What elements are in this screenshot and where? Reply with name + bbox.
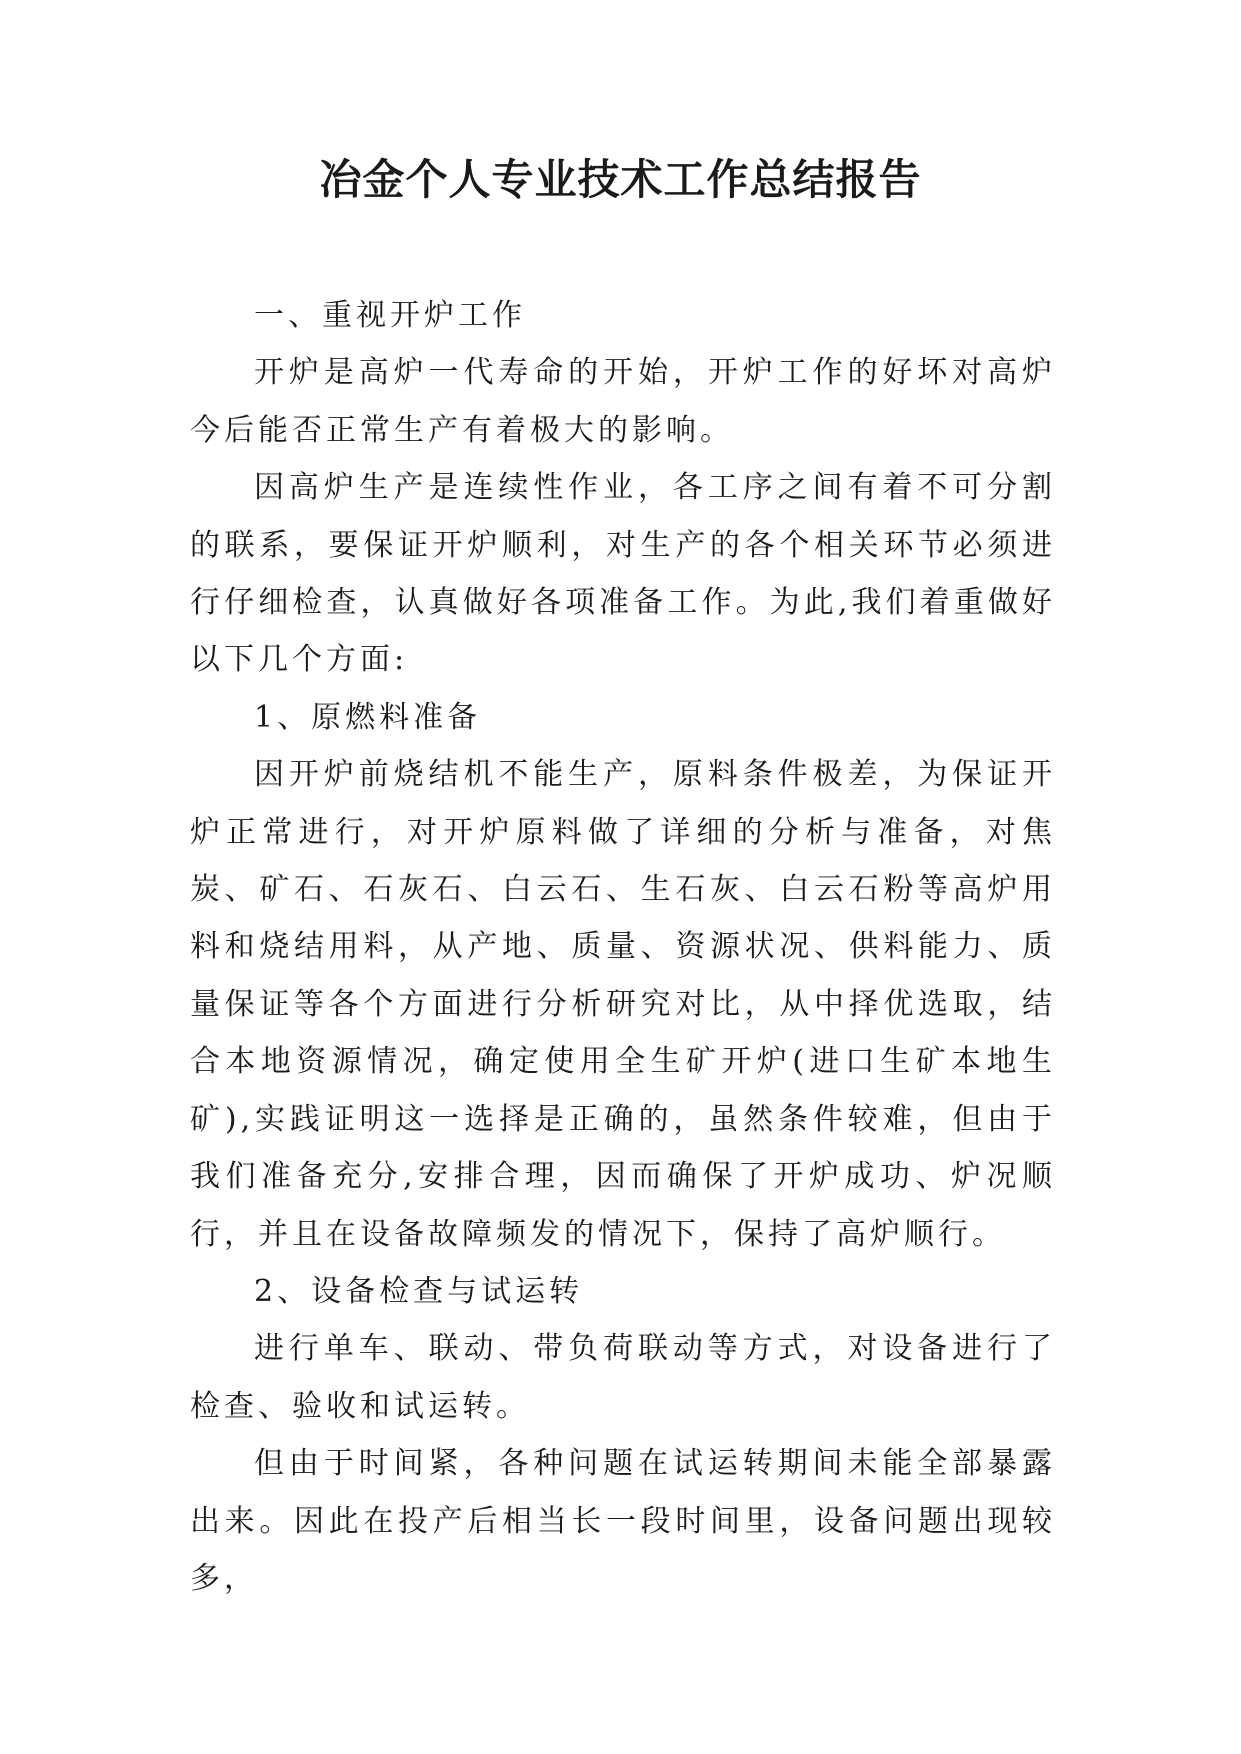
paragraph: 但由于时间紧，各种问题在试运转期间未能全部暴露出来。因此在投产后相当长一段时间里，设备问题出现较多， bbox=[190, 1446, 1056, 1596]
paragraph: 进行单车、联动、带负荷联动等方式，对设备进行了检查、验收和试运转。 bbox=[190, 1331, 1056, 1424]
subsection-heading-1: 1、原燃料准备 bbox=[254, 699, 482, 735]
subsection-heading-2: 2、设备检查与试运转 bbox=[254, 1273, 584, 1309]
paragraph: 因高炉生产是连续性作业，各工序之间有着不可分割的联系，要保证开炉顺利，对生产的各个相关环节必须进行仔细检查，认真做好各项准备工作。为此,我们着重做好以下几个方面: bbox=[190, 470, 1056, 678]
paragraph: 因开炉前烧结机不能生产，原料条件极差，为保证开炉正常进行，对开炉原料做了详细的分析与准备，对焦炭、矿石、石灰石、白云石、生石灰、白云石粉等高炉用料和烧结用料，从产地、质量、资源状况、供料能力、质量保证等各个方面进行分析研究对比，从中择优选取，结合本地资源情况，确定使用全生矿开炉(进口生矿本地生矿),实践证明这一选择是正确的，虽然条件较难，但由于我们准备充分,安排合理，因而确保了开炉成功、炉况顺行，并且在设备故障频发的情况下，保持了高炉顺行。 bbox=[190, 757, 1056, 1252]
document-body bbox=[190, 287, 1056, 1607]
section-heading-1: 一、重视开炉工作 bbox=[254, 298, 526, 333]
paragraph: 开炉是高炉一代寿命的开始，开炉工作的好坏对高炉今后能否正常生产有着极大的影响。 bbox=[190, 355, 1056, 448]
document-title: 冶金个人专业技术工作总结报告 bbox=[319, 155, 922, 204]
